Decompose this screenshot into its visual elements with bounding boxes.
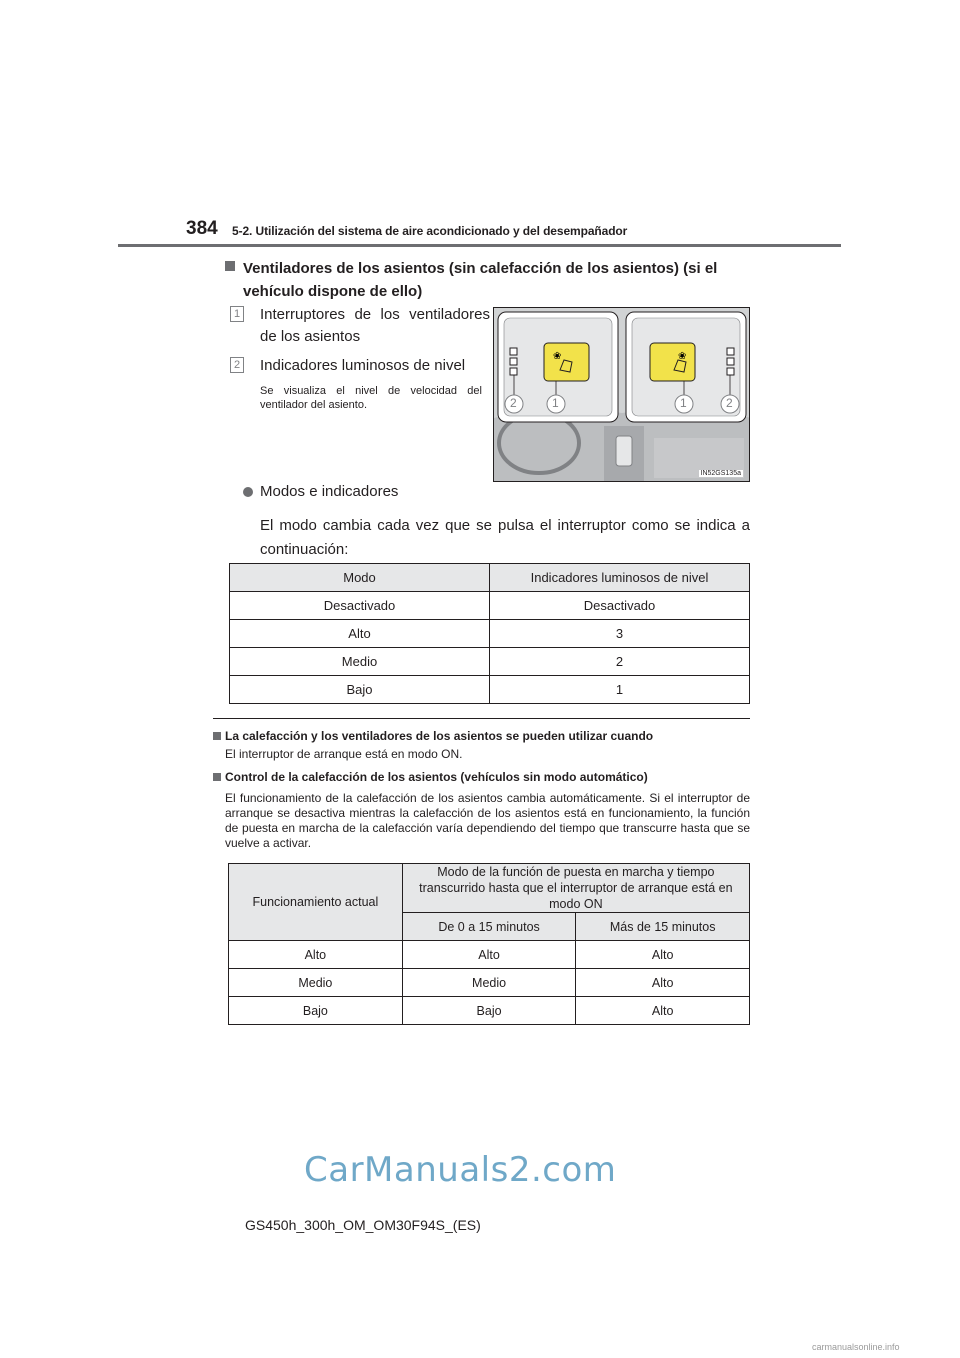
table-cell: Alto	[576, 997, 750, 1025]
table-subheader: De 0 a 15 minutos	[402, 913, 576, 941]
svg-text:❀: ❀	[678, 351, 687, 362]
table-cell: Desactivado	[230, 592, 490, 620]
table-row	[229, 941, 750, 969]
bullet-title: Modos e indicadores	[260, 483, 399, 500]
header-rule	[118, 244, 841, 247]
table-cell: Bajo	[229, 997, 403, 1025]
heading-text: Ventiladores de los asientos (sin calefacción de los asientos) (si el vehículo dispone de ello)	[243, 260, 718, 300]
note-text: El funcionamiento de la calefacción de los asientos cambia automáticamente. Si el interruptor de arranque se desactiva mientras la calefacción de los asientos está en funcionamiento, la función de puesta en marcha de la calefacción varía dependiendo del tiempo que transcurre hasta que se vuelve a activar.	[225, 791, 750, 850]
table-row	[229, 997, 750, 1025]
page-number: 384	[186, 218, 218, 239]
callout-number-badge: 1	[230, 306, 244, 322]
section-heading	[225, 257, 755, 303]
table-header: Modo	[230, 564, 490, 592]
dashboard-illustration	[494, 308, 750, 482]
bullet-description: El modo cambia cada vez que se pulsa el interruptor como se indica a continuación:	[260, 517, 750, 558]
table-header: Modo de la función de puesta en marcha y tiempo transcurrido hasta que el interruptor de arranque está en modo ON	[402, 864, 749, 913]
square-bullet-icon	[213, 773, 221, 781]
site-mark: carmanualsonline.info	[812, 1342, 900, 1352]
table-row	[230, 648, 750, 676]
table-cell: Alto	[576, 969, 750, 997]
svg-text:❀: ❀	[553, 351, 562, 362]
seat-ventilation-switch-figure	[493, 307, 750, 482]
table-cell: Alto	[402, 941, 576, 969]
figure-label-1-right: 1	[680, 396, 687, 410]
table-cell: Alto	[230, 620, 490, 648]
callout-number-badge: 2	[230, 357, 244, 373]
table-cell: Bajo	[230, 676, 490, 704]
round-bullet-icon	[243, 487, 253, 497]
table-row	[230, 620, 750, 648]
figure-code: IN52GS135a	[700, 470, 741, 477]
note-title	[213, 770, 648, 784]
table-cell: Alto	[229, 941, 403, 969]
section-title: 5-2. Utilización del sistema de aire acondicionado y del desempañador	[232, 224, 628, 238]
table-cell: Desactivado	[490, 592, 750, 620]
table-row	[229, 969, 750, 997]
watermark-logo[interactable]: CarManuals2.com	[304, 1150, 617, 1190]
table-cell: Medio	[230, 648, 490, 676]
note-title	[213, 729, 653, 743]
table-header: Indicadores luminosos de nivel	[490, 564, 750, 592]
square-bullet-icon	[213, 732, 221, 740]
table-cell: Alto	[576, 941, 750, 969]
callout-text: Indicadores luminosos de nivel	[260, 357, 466, 374]
footer-document-code: GS450h_300h_OM_OM30F94S_(ES)	[245, 1217, 481, 1233]
figure-label-1-left: 1	[552, 396, 559, 410]
table-row	[230, 592, 750, 620]
table-cell: 2	[490, 648, 750, 676]
callout-text: Interruptores de los ventiladores de los asientos	[260, 306, 490, 345]
table-row	[230, 676, 750, 704]
control-table	[228, 863, 750, 1025]
figure-label-2-left: 2	[510, 396, 517, 410]
table-cell: Medio	[402, 969, 576, 997]
table-cell: Bajo	[402, 997, 576, 1025]
square-bullet-icon	[225, 261, 235, 271]
notes-divider	[213, 718, 750, 719]
callout-2-description: Se visualiza el nivel de velocidad del ventilador del asiento.	[260, 385, 482, 411]
table-cell: 3	[490, 620, 750, 648]
table-subheader: Más de 15 minutos	[576, 913, 750, 941]
table-cell: 1	[490, 676, 750, 704]
figure-label-2-right: 2	[726, 396, 733, 410]
note-text: El interruptor de arranque está en modo ON.	[225, 747, 463, 761]
note-title-text: La calefacción y los ventiladores de los asientos se pueden utilizar cuando	[225, 729, 654, 743]
note-title-text: Control de la calefacción de los asientos (vehículos sin modo automático)	[225, 770, 648, 784]
mode-table	[229, 563, 750, 704]
table-header: Funcionamiento actual	[229, 864, 403, 941]
table-cell: Medio	[229, 969, 403, 997]
